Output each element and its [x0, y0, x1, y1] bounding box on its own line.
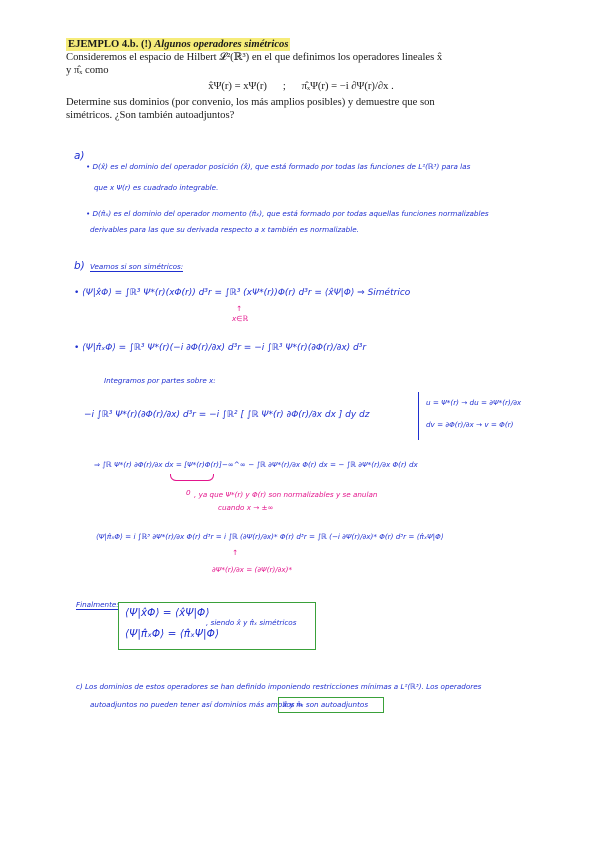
operator-definitions: x̂Ψ(r) = xΨ(r) ; π̂ₓΨ(r) = −i ∂Ψ(r)/∂x . — [208, 81, 394, 92]
pink-arrow-up-2: ↑ — [232, 548, 239, 557]
part-c-line-2: autoadjuntos no pueden tener así dominios más amplios ⇒ — [90, 700, 303, 709]
equation-position-symmetric: • ⟨Ψ|x̂Φ⟩ = ∫ℝ³ Ψ*(r)(xΦ(r)) d³r = ∫ℝ³ (xΨ*(r))Φ(r) d³r = ⟨x̂Ψ|Φ⟩ ⇒ Simétrico — [74, 288, 411, 298]
task-line-1: Determine sus dominios (por convenio, los más amplios posibles) y demuestre que son — [66, 97, 435, 108]
intro-line-1: Consideremos el espacio de Hilbert 𝓛²(ℝ³) en el que definimos los operadores lineales x̂ — [66, 52, 443, 63]
boundary-term-zero: 0 — [186, 488, 191, 497]
part-a-bullet-1-line-2: que x Ψ(r) es cuadrado integrable. — [94, 183, 219, 192]
conclusion-momentum: ⟨Ψ|π̂ₓΦ⟩ = ⟨π̂ₓΨ|Φ⟩ — [125, 628, 219, 640]
part-c-line-1: c) Los dominios de estos operadores se han definido imponiendo restricciones mínimas a L²(ℝ³). Los operadores — [76, 682, 482, 691]
integration-by-parts-label: Integramos por partes sobre x: — [104, 376, 216, 385]
final-answer-box — [278, 697, 384, 713]
part-a-bullet-2-line-1: • D(π̂ₓ) es el dominio del operador momento (π̂ₓ), que está formado por todas aquellas funciones normalizables — [86, 209, 489, 218]
part-b-label: b) — [74, 260, 85, 272]
boundary-note-line-1: , ya que Ψ*(r) y Φ(r) son normalizables y se anulan — [194, 490, 378, 499]
substitution-u: u = Ψ*(r) → du = ∂Ψ*(r)/∂x — [426, 398, 522, 407]
equation-momentum-symmetric: ⟨Ψ|π̂ₓΦ⟩ = i ∫ℝ³ ∂Ψ*(r)/∂x Φ(r) d³r = i ∫ℝ (∂Ψ(r)/∂x)* Φ(r) d³r = ∫ℝ (−i ∂Ψ(r)/∂x)* Φ(r) d³r = ⟨π̂ₓΨ|Φ⟩ — [96, 532, 444, 541]
problem-statement — [66, 38, 536, 122]
pink-arrow-up: ↑ — [236, 304, 243, 313]
example-heading — [66, 38, 290, 51]
equation-by-parts: ⇒ ∫ℝ Ψ*(r) ∂Φ(r)/∂x dx = [Ψ*(r)Φ(r)]−∞^∞ − ∫ℝ ∂Ψ*(r)/∂x Φ(r) dx = − ∫ℝ ∂Ψ*(r)/∂x Φ(r) dx — [94, 460, 418, 469]
part-b-heading: Veamos si son simétricos: — [90, 262, 184, 271]
note-x-real: x∈ℝ — [232, 314, 249, 323]
task-line-2: simétricos. ¿Son también autoadjuntos? — [66, 110, 235, 121]
equation-fubini: −i ∫ℝ³ Ψ*(r)(∂Φ(r)/∂x) d³r = −i ∫ℝ² [ ∫ℝ Ψ*(r) ∂Φ(r)/∂x dx ] dy dz — [84, 410, 370, 420]
part-a-label: a) — [74, 150, 85, 162]
part-a-bullet-1-line-1: • D(x̂) es el dominio del operador posición (x̂), que está formado por todas las funciones de L²(ℝ³) para las — [86, 162, 471, 171]
finally-label: Finalmente: — [76, 600, 119, 609]
boundary-term-brace — [170, 474, 214, 481]
part-a-bullet-2-line-2: derivables para las que su derivada respecto a x también es normalizable. — [90, 225, 359, 234]
final-answer: x̂ y π̂ₓ son autoadjuntos — [283, 700, 369, 709]
boundary-note-line-2: cuando x → ±∞ — [218, 503, 274, 512]
intro-line-2: y π̂ₓ como — [66, 65, 109, 76]
example-label: EJEMPLO 4.b. (!) — [68, 39, 152, 50]
substitution-dv: dv = ∂Φ(r)/∂x → v = Φ(r) — [426, 420, 514, 429]
problem-heading — [66, 38, 536, 51]
example-title: Algunos operadores simétricos — [154, 39, 289, 50]
substitution-divider — [418, 392, 419, 440]
conjugate-note: ∂Ψ*(r)/∂x = (∂Ψ(r)/∂x)* — [212, 565, 293, 574]
equation-momentum-start: • ⟨Ψ|π̂ₓΦ⟩ = ∫ℝ³ Ψ*(r)(−i ∂Φ(r)/∂x) d³r = −i ∫ℝ³ Ψ*(r)(∂Φ(r)/∂x) d³r — [74, 343, 367, 353]
conclusion-position: ⟨Ψ|x̂Φ⟩ = ⟨x̂Ψ|Φ⟩ — [125, 607, 210, 619]
conclusion-side-note: , siendo x̂ y π̂ₓ simétricos — [206, 618, 297, 627]
